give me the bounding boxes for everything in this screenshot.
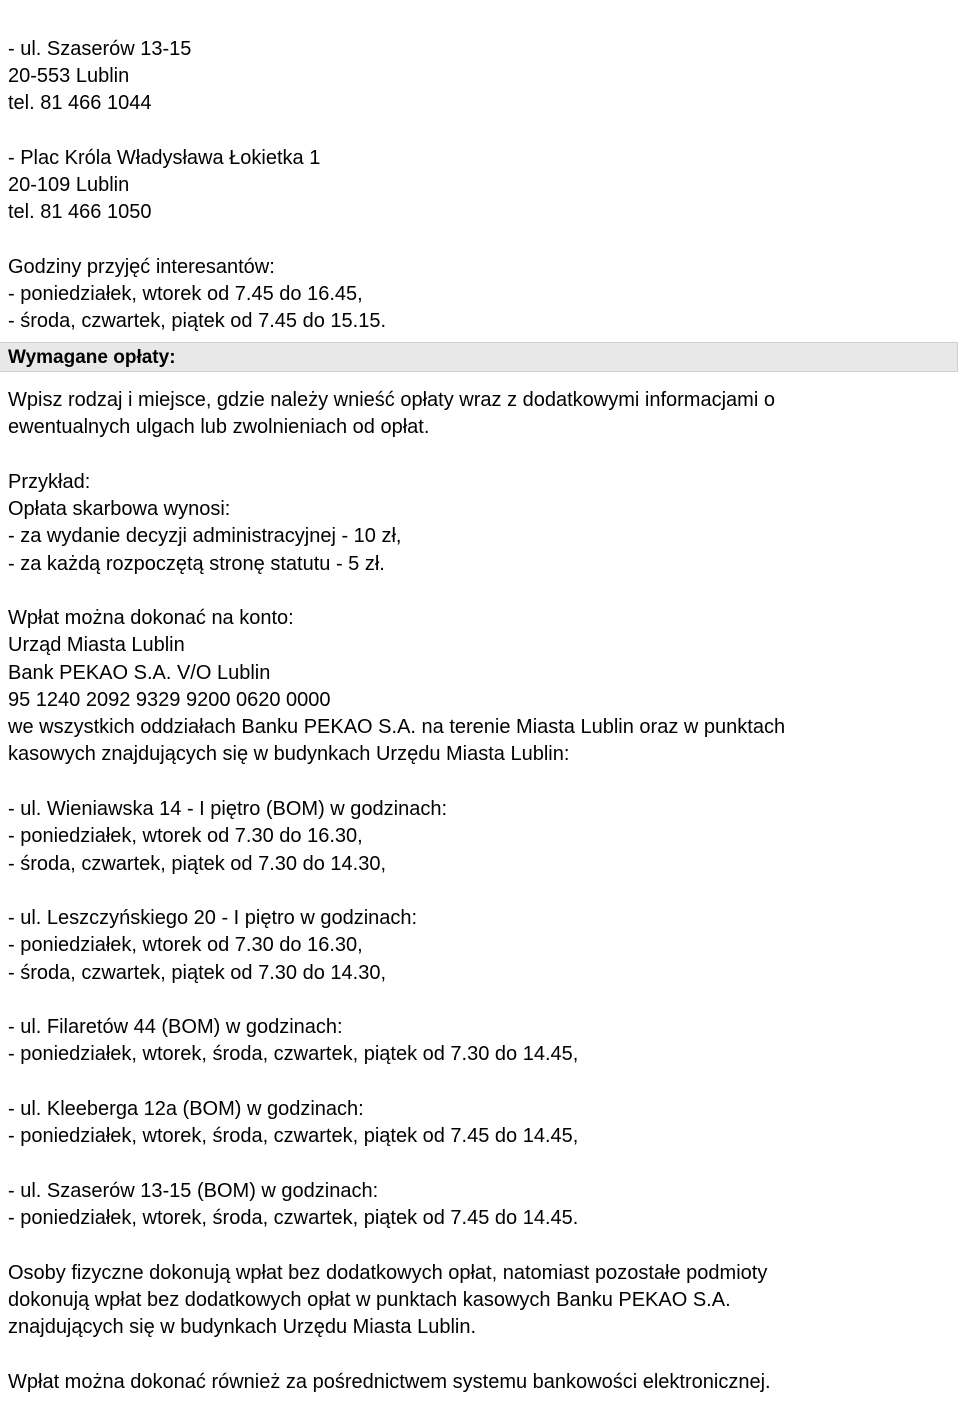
- cash-point-address: - ul. Wieniawska 14 - I piętro (BOM) w godzinach:: [8, 798, 448, 820]
- example-line: - za każdą rozpoczętą stronę statutu - 5 zł.: [8, 553, 385, 575]
- cash-point-hours: - poniedziałek, wtorek, środa, czwartek, piątek od 7.30 do 14.45,: [8, 1043, 579, 1065]
- cash-point-hours: - poniedziałek, wtorek, środa, czwartek, piątek od 7.45 do 14.45.: [8, 1207, 579, 1229]
- account-line: Wpłat można dokonać na konto:: [8, 607, 294, 629]
- note-line: Osoby fizyczne dokonują wpłat bez dodatkowych opłat, natomiast pozostałe podmioty: [8, 1262, 768, 1284]
- hours-heading: Godziny przyjęć interesantów:: [8, 256, 275, 278]
- section-header: [0, 342, 958, 372]
- note-line: Wpłat można dokonać również za pośrednictwem systemu bankowości elektronicznej.: [8, 1371, 771, 1393]
- address-line: - Plac Króla Władysława Łokietka 1: [8, 147, 321, 169]
- cash-point-hours: - środa, czwartek, piątek od 7.30 do 14.30,: [8, 962, 386, 984]
- cash-point-address: - ul. Szaserów 13-15 (BOM) w godzinach:: [8, 1180, 379, 1202]
- note-line: dokonują wpłat bez dodatkowych opłat w punktach kasowych Banku PEKAO S.A.: [8, 1289, 731, 1311]
- address-line: tel. 81 466 1050: [8, 201, 152, 223]
- cash-point-hours: - poniedziałek, wtorek, środa, czwartek, piątek od 7.45 do 14.45,: [8, 1125, 579, 1147]
- address-line: - ul. Szaserów 13-15: [8, 38, 192, 60]
- example-line: - za wydanie decyzji administracyjnej - 10 zł,: [8, 525, 402, 547]
- cash-point-address: - ul. Leszczyńskiego 20 - I piętro w godzinach:: [8, 907, 418, 929]
- intro-line: ewentualnych ulgach lub zwolnieniach od opłat.: [8, 416, 430, 438]
- note-line: znajdujących się w budynkach Urzędu Miasta Lublin.: [8, 1316, 477, 1338]
- account-line: Urząd Miasta Lublin: [8, 634, 185, 656]
- section-title: Wymagane opłaty:: [8, 347, 176, 368]
- cash-point-hours: - środa, czwartek, piątek od 7.30 do 14.30,: [8, 853, 386, 875]
- address-line: 20-109 Lublin: [8, 174, 130, 196]
- address-line: tel. 81 466 1044: [8, 92, 152, 114]
- example-line: Przykład:: [8, 471, 91, 493]
- hours-line: - poniedziałek, wtorek od 7.45 do 16.45,: [8, 283, 363, 305]
- address-line: 20-553 Lublin: [8, 65, 130, 87]
- cash-point-address: - ul. Kleeberga 12a (BOM) w godzinach:: [8, 1098, 364, 1120]
- account-line: kasowych znajdujących się w budynkach Urzędu Miasta Lublin:: [8, 743, 570, 765]
- cash-point-hours: - poniedziałek, wtorek od 7.30 do 16.30,: [8, 825, 363, 847]
- account-number: 95 1240 2092 9329 9200 0620 0000: [8, 689, 331, 711]
- example-line: Opłata skarbowa wynosi:: [8, 498, 231, 520]
- account-line: Bank PEKAO S.A. V/O Lublin: [8, 662, 271, 684]
- cash-point-address: - ul. Filaretów 44 (BOM) w godzinach:: [8, 1016, 343, 1038]
- cash-point-hours: - poniedziałek, wtorek od 7.30 do 16.30,: [8, 934, 363, 956]
- intro-line: Wpisz rodzaj i miejsce, gdzie należy wnieść opłaty wraz z dodatkowymi informacjami o: [8, 389, 775, 411]
- account-line: we wszystkich oddziałach Banku PEKAO S.A. na terenie Miasta Lublin oraz w punktach: [8, 716, 786, 738]
- hours-line: - środa, czwartek, piątek od 7.45 do 15.15.: [8, 310, 386, 332]
